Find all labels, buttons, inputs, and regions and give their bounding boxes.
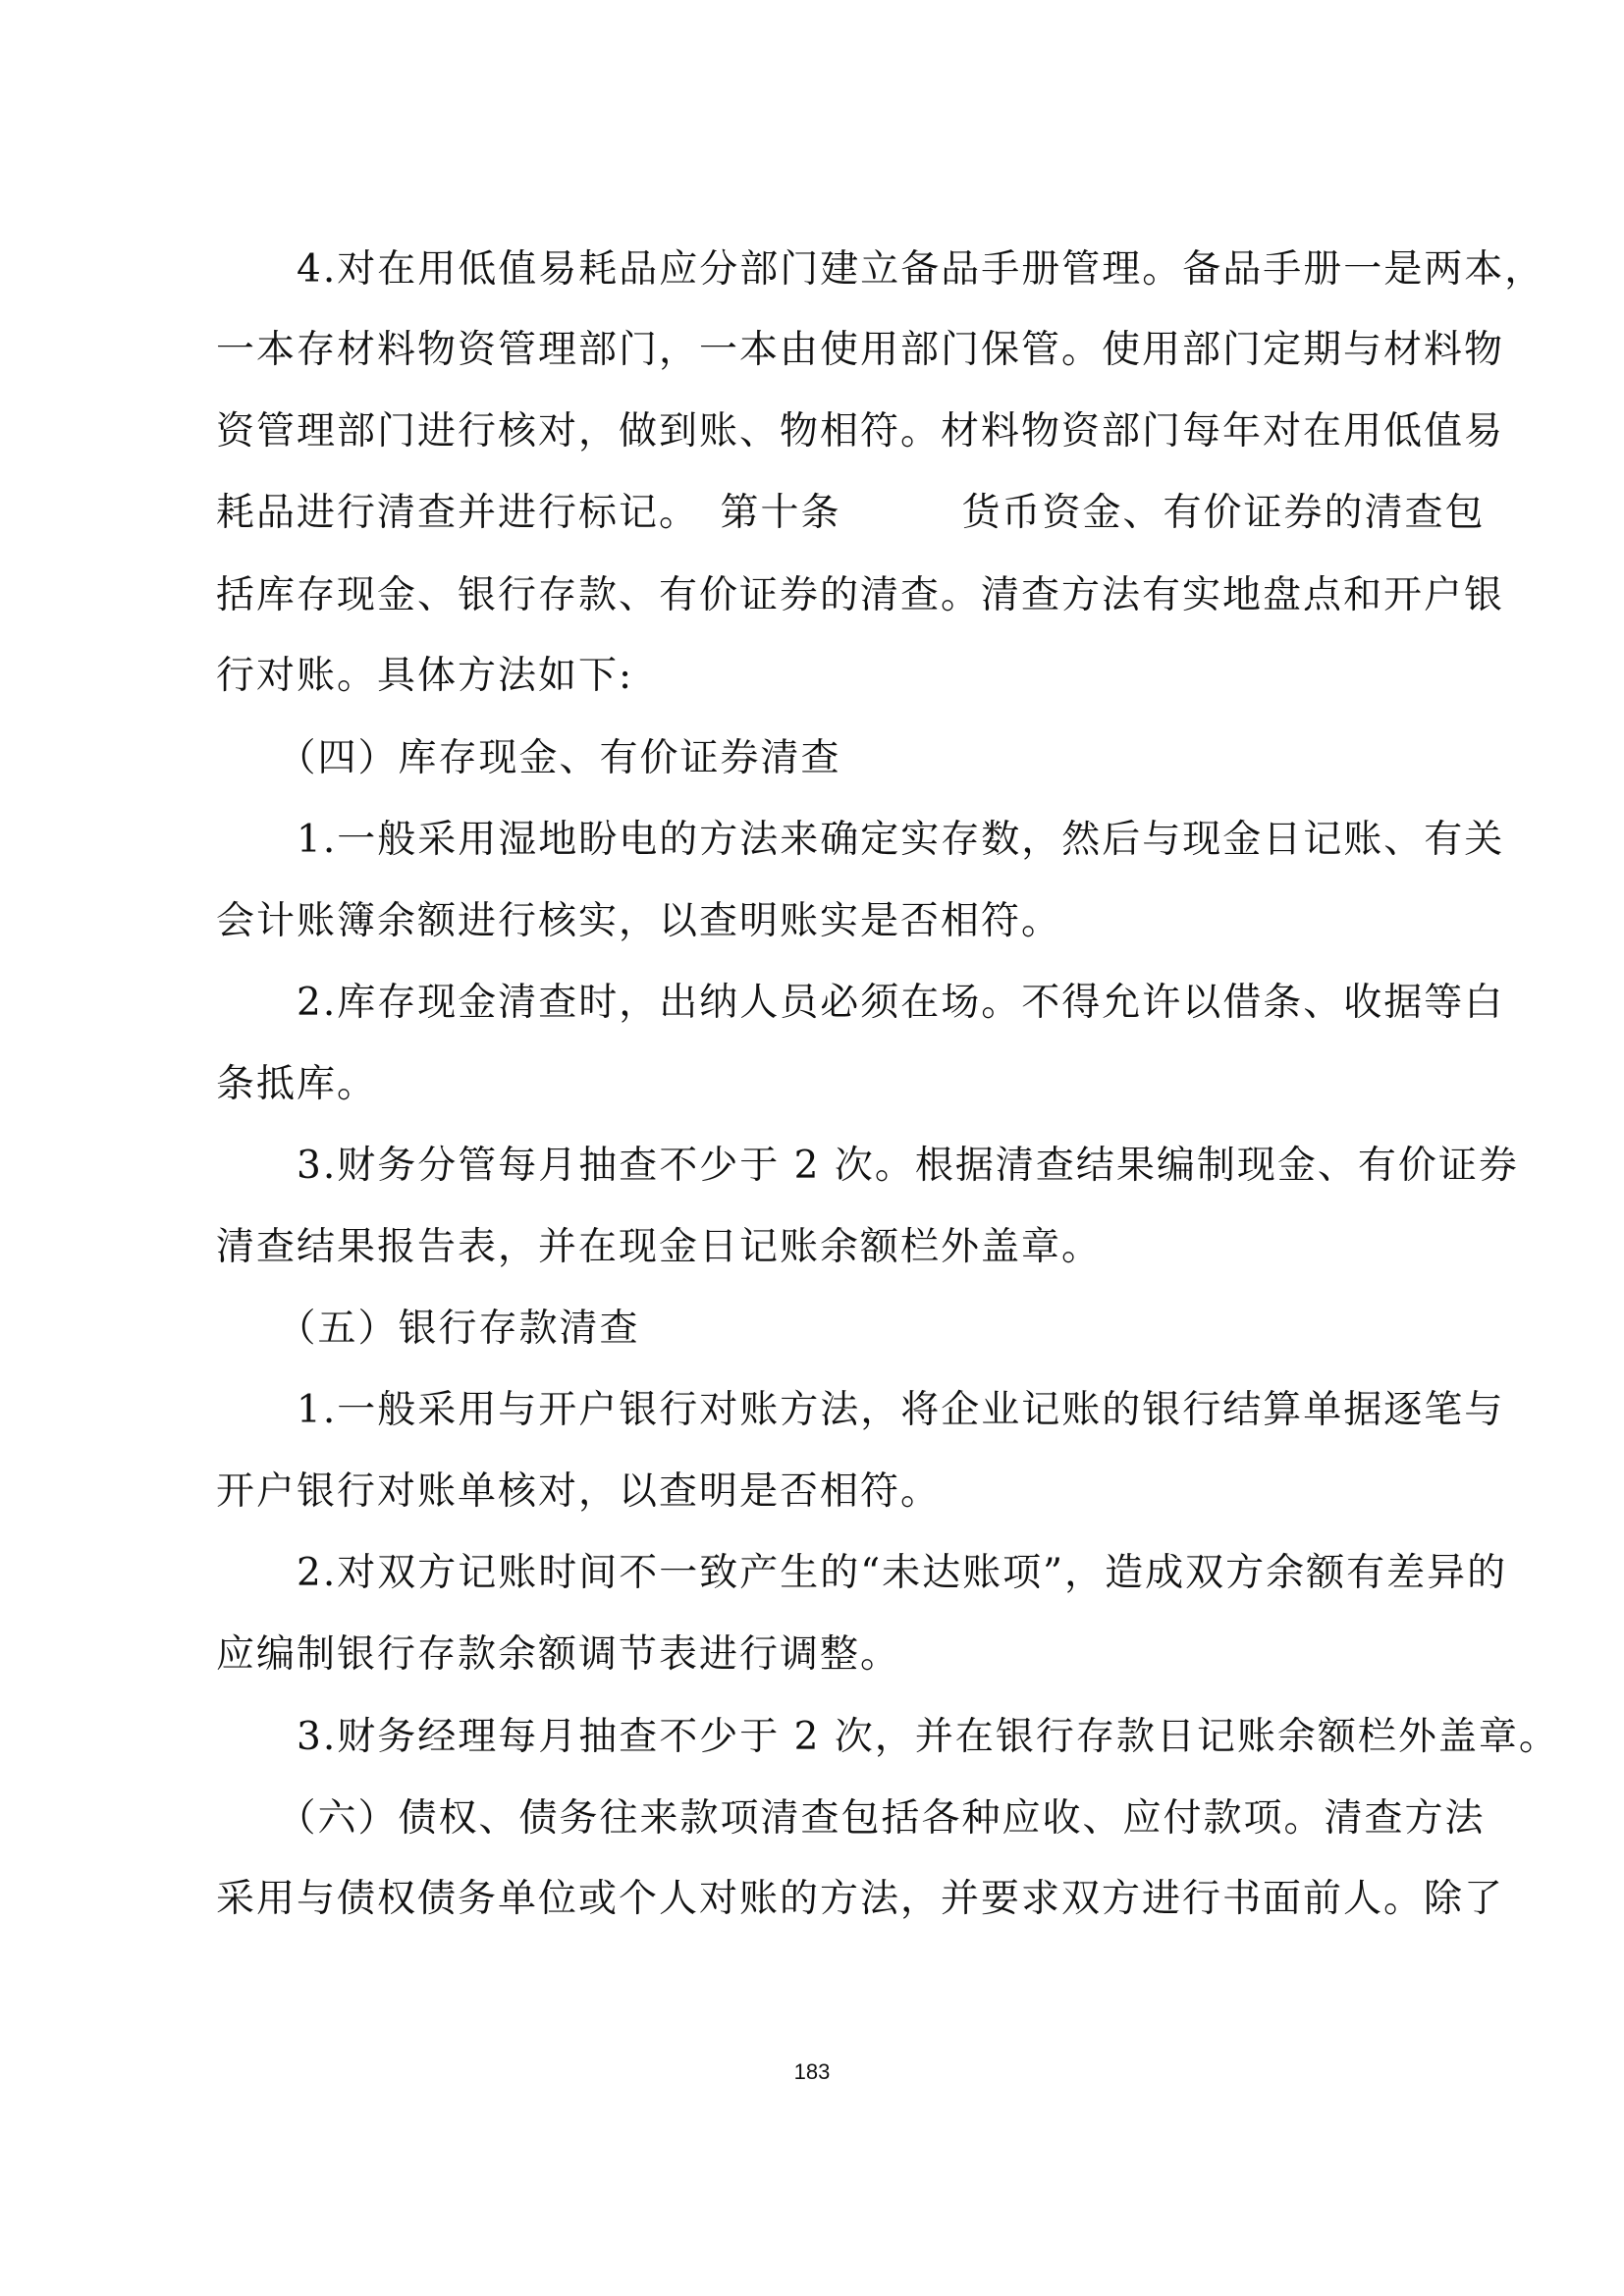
text-line: 行对账。具体方法如下: xyxy=(216,654,634,698)
text-line: 开户银行对账单核对，以查明是否相符。 xyxy=(216,1469,942,1514)
text-line: 1.一般采用湿地盼电的方法来确定实存数，然后与现金日记账、有关 xyxy=(216,818,1505,862)
text-line: 括库存现金、银行存款、有价证券的清查。清查方法有实地盘点和开户银 xyxy=(216,573,1505,617)
text-line: 一本存材料物资管理部门，一本由使用部门保管。使用部门定期与材料物 xyxy=(216,328,1505,372)
text-line: 采用与债权债务单位或个人对账的方法，并要求双方进行书面前人。除了 xyxy=(216,1877,1505,1921)
section-heading: （四）库存现金、有价证券清查 xyxy=(216,736,841,780)
section-heading: （五）银行存款清查 xyxy=(216,1307,640,1351)
text-line: 4.对在用低值易耗品应分部门建立备品手册管理。备品手册一是两本， xyxy=(216,247,1545,292)
text-line: （六）债权、债务往来款项清查包括各种应收、应付款项。清查方法 xyxy=(216,1796,1486,1841)
text-line: 耗品进行清查并进行标记。 第十条 货币资金、有价证券的清查包 xyxy=(216,491,1486,535)
text-line: 1.一般采用与开户银行对账方法，将企业记账的银行结算单据逐笔与 xyxy=(216,1388,1505,1432)
text-line: 3.财务经理每月抽查不少于 2 次，并在银行存款日记账余额栏外盖章。 xyxy=(216,1715,1559,1759)
text-line: 清查结果报告表，并在现金日记账余额栏外盖章。 xyxy=(216,1225,1103,1269)
text-line: 资管理部门进行核对，做到账、物相符。材料物资部门每年对在用低值易 xyxy=(216,409,1505,454)
text-line: 会计账簿余额进行核实，以查明账实是否相符。 xyxy=(216,899,1062,943)
text-line: 条抵库。 xyxy=(216,1062,378,1106)
text-line: 应编制银行存款余额调节表进行调整。 xyxy=(216,1632,901,1677)
text-line: 2.库存现金清查时，出纳人员必须在场。不得允许以借条、收据等白 xyxy=(216,981,1505,1025)
text-line: 2.对双方记账时间不一致产生的“未达账项”，造成双方余额有差异的 xyxy=(216,1551,1508,1595)
text-line: 3.财务分管每月抽查不少于 2 次。根据清查结果编制现金、有价证券 xyxy=(216,1144,1519,1188)
page-number: 183 xyxy=(793,2059,831,2084)
